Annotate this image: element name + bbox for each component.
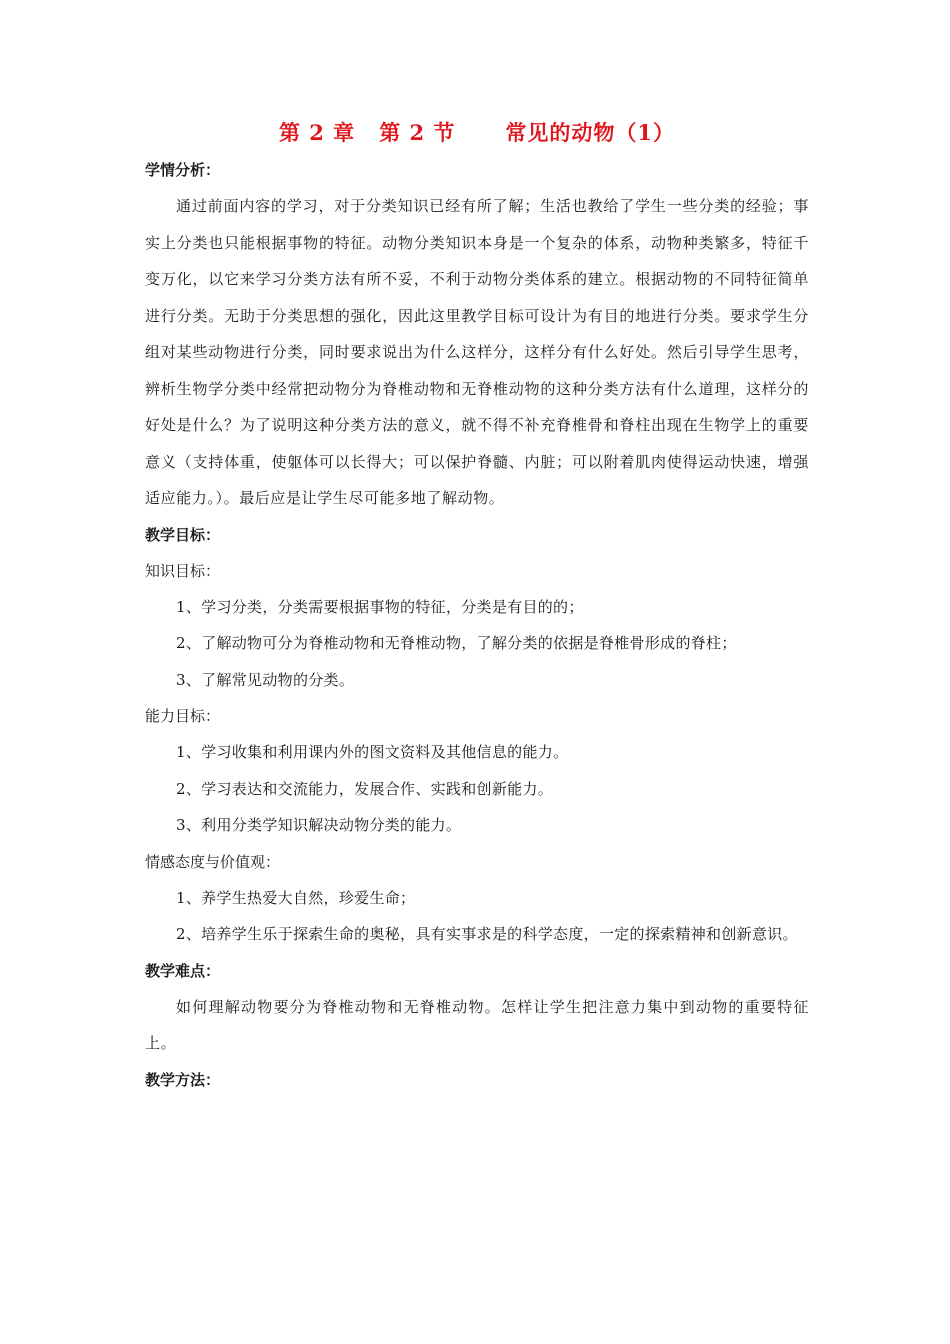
difficulty-heading: 教学难点： xyxy=(145,961,221,980)
difficulty-paragraph: 如何理解动物要分为脊椎动物和无脊椎动物。怎样让学生把注意力集中到动物的重要特征上。 xyxy=(145,997,809,1052)
analysis-heading: 学情分析： xyxy=(145,161,221,179)
knowledge-item: 3、了解常见动物的分类。 xyxy=(176,670,355,689)
attitude-item: 2、培养学生乐于探索生命的奥秘，具有实事求是的科学态度，一定的探索精神和创新意识。 xyxy=(176,925,798,943)
page-title xyxy=(145,118,809,148)
title-section: 第 2 节 xyxy=(379,120,456,145)
attitude-item: 1、养学生热爱大自然，珍爱生命； xyxy=(176,888,416,907)
title-name: 常见的动物（1） xyxy=(505,120,676,145)
ability-item: 1、学习收集和利用课内外的图文资料及其他信息的能力。 xyxy=(176,743,569,761)
attitude-label: 情感态度与价值观： xyxy=(145,852,281,871)
ability-item: 2、学习表达和交流能力，发展合作、实践和创新能力。 xyxy=(176,779,554,798)
method-heading: 教学方法： xyxy=(145,1070,221,1089)
objectives-heading: 教学目标： xyxy=(145,525,221,544)
knowledge-label: 知识目标： xyxy=(145,561,221,580)
knowledge-item: 2、了解动物可分为脊椎动物和无脊椎动物，了解分类的依据是脊椎骨形成的脊柱； xyxy=(176,634,737,652)
ability-item: 3、利用分类学知识解决动物分类的能力。 xyxy=(176,816,462,834)
document-page xyxy=(145,118,809,1098)
knowledge-item: 1、学习分类，分类需要根据事物的特征，分类是有目的的； xyxy=(176,597,584,616)
ability-label: 能力目标： xyxy=(145,707,221,725)
analysis-paragraph: 通过前面内容的学习，对于分类知识已经有所了解；生活也教给了学生一些分类的经验；事实上分类也只能根据事物的特征。动物分类知识本身是一个复杂的体系，动物种类繁多，特征千变万化，以它来学习分类方法有所不妥，不利于动物分类体系的建立。根据动物的不同特征简单进行分类。无助于分类思想的强化，因此这里教学目标可设计为有目的地进行分类。要求学生分组对某些动物进行分类，同时要求说出为什么这样分，这样分有什么好处。然后引导学生思考，辨析生物学分类中经常把动物分为脊椎动物和无脊椎动物的这种分类方法有什么道理，这样分的好处是什么？为了说明这种分类方法的意义，就不得不补充脊椎骨和脊柱出现在生物学上的重要意义（支持体重，使躯体可以长得大；可以保护脊髓、内脏；可以附着肌肉使得运动快速，增强适应能力。）。最后应是让学生尽可能多地了解动物。 xyxy=(145,197,809,507)
title-chapter: 第 2 章 xyxy=(278,120,356,145)
